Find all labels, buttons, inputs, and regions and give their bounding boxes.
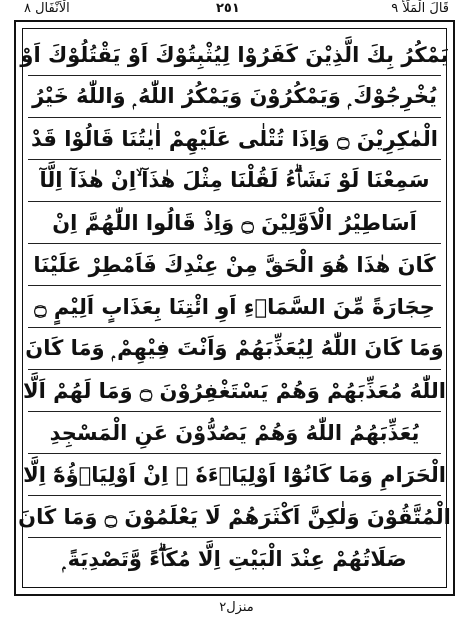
text-line: وَمَا كَانَ اللّٰهُ لِيُعَذِّبَهُمْ وَاَنْتَ فِيْهِمْ ۭ وَمَا كَانَ <box>28 328 441 370</box>
manzil-footer: منزل٢ <box>219 600 254 615</box>
text-line: اَسَاطِيْرُ الْاَوَّلِيْنَ ۝ وَاِذْ قَالُوا اللّٰهُمَّ اِنْ <box>28 202 441 244</box>
text-line: كَانَ هٰذَا هُوَ الْحَقَّ مِنْ عِنْدِكَ فَاَمْطِرْ عَلَيْنَا <box>28 244 441 286</box>
text-line: حِجَارَةً مِّنَ السَّمَاۗءِ اَوِ ائْتِنَا بِعَذَابٍ اَلِيْمٍ ۝ <box>28 286 441 328</box>
page-header <box>0 0 473 22</box>
text-line: سَمِعْنَا لَوْ نَشَاۗءُ لَقُلْنَا مِثْلَ هٰذَآ ۙاِنْ هٰذَآ اِلَّآ <box>28 160 441 202</box>
text-line: اللّٰهُ مُعَذِّبَهُمْ وَهُمْ يَسْتَغْفِرُوْنَ ۝ وَمَا لَهُمْ اَلَّا <box>28 370 441 412</box>
text-line: يَمْكُرُ بِكَ الَّذِيْنَ كَفَرُوْا لِيُثْبِتُوْكَ اَوْ يَقْتُلُوْكَ اَوْ <box>28 34 441 76</box>
juz-title: قَالَ الْمَلَأُ ٩ <box>391 1 449 16</box>
page-number: ٢٥١ <box>216 1 240 16</box>
text-block <box>18 34 451 580</box>
text-line: الْحَرَامِ وَمَا كَانُوْٓا اَوْلِيَاۗءَهٗ ۭ اِنْ اَوْلِيَاۗؤُهٗٓ اِلَّا <box>28 454 441 496</box>
text-line: يُخْرِجُوْكَ ۭ وَيَمْكُرُوْنَ وَيَمْكُرُ اللّٰهُ ۭ وَاللّٰهُ خَيْرُ <box>28 76 441 118</box>
text-line: الْمٰكِرِيْنَ ۝ وَاِذَا تُتْلٰى عَلَيْهِمْ اٰيٰتُنَا قَالُوْا قَدْ <box>28 118 441 160</box>
text-line: صَلَاتُهُمْ عِنْدَ الْبَيْتِ اِلَّا مُكَاۗءً وَّتَصْدِيَةً ۭ <box>62 546 407 571</box>
text-line: يُعَذِّبَهُمُ اللّٰهُ وَهُمْ يَصُدُّوْنَ عَنِ الْمَسْجِدِ <box>28 412 441 454</box>
text-line: الْمُتَّقُوْنَ وَلٰكِنَّ اَكْثَرَهُمْ لَا يَعْلَمُوْنَ ۝ وَمَا كَانَ <box>28 496 441 538</box>
surah-title: الْاَنْفَال ٨ <box>24 1 70 16</box>
